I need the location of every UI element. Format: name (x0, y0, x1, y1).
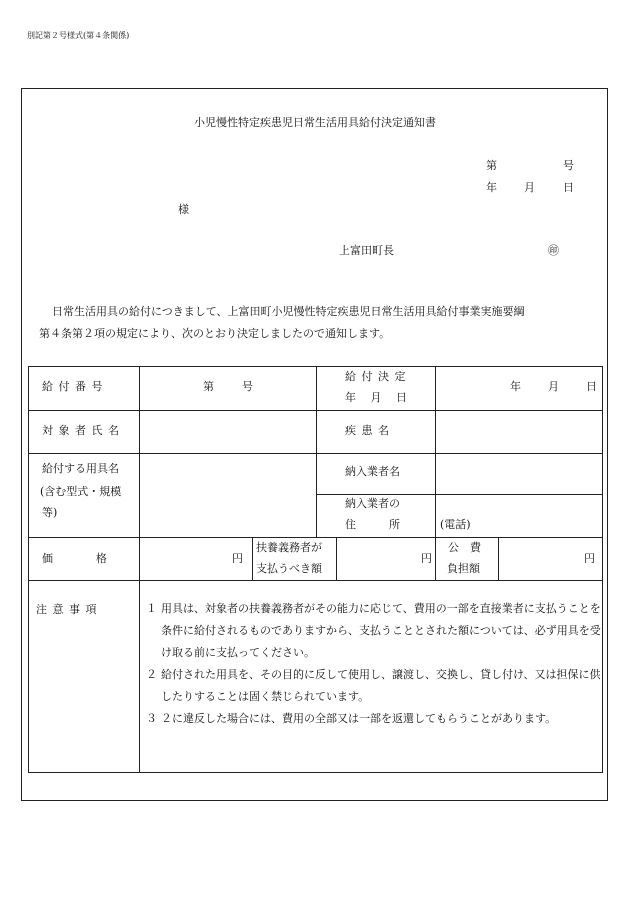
recipient-honorific: 様 (178, 203, 189, 216)
note-number: １ (146, 602, 157, 615)
decision-year: 年 (510, 380, 521, 393)
vendor-address-label-line2: 住 所 (345, 518, 400, 531)
note-item (146, 708, 601, 730)
note-text: 給付された用具を、その目的に反して使用し、譲渡し、交換し、貸し付け、又は担保に供したりすることは固く禁じられています。 (161, 668, 601, 703)
body-line-2: 第４条第２項の規定により、次のとおり決定しましたので通知します。 (39, 327, 391, 340)
document-title: 小児慢性特定疾患児日常生活用具給付決定通知書 (194, 116, 436, 129)
number-suffix: 号 (563, 159, 574, 172)
guardian-pay-label-line2: 支払うべき額 (256, 562, 322, 575)
note-text: ２に違反した場合には、費用の全部又は一部を返還してもらうことがあります。 (161, 712, 557, 725)
equipment-label-line2: (含む型式・規模 (40, 485, 122, 498)
vendor-phone-label: (電話) (440, 518, 471, 531)
price-yen: 円 (232, 552, 243, 565)
price-label (42, 549, 150, 569)
grant-number-suffix: 号 (242, 380, 253, 393)
note-text: 用具は、対象者の扶養義務者がその能力に応じて、費用の一部を直接業者に支払うことを条件に給付されるものでありますから、支払うこととされた額については、必ず用具を受け取る前に支払ってください。 (161, 602, 601, 659)
price-label-text: 価格 (42, 552, 150, 565)
subject-name-label: 対象者氏名 (42, 424, 125, 437)
decision-date-label-line2: 年 月 日 (345, 391, 413, 404)
grant-number-prefix: 第 (203, 380, 214, 393)
vendor-address-label-line1: 納入業者の (345, 497, 400, 510)
issuer-name: 上富田町長 (339, 244, 394, 257)
date-year: 年 (486, 181, 497, 194)
decision-month: 月 (548, 380, 559, 393)
grant-number-label: 給付番号 (42, 380, 108, 393)
note-item (146, 598, 601, 664)
date-day: 日 (563, 181, 574, 194)
body-line-1: 日常生活用具の給付につきまして、上富田町小児慢性特定疾患児日常生活用具給付事業実施要綱 (52, 305, 525, 318)
equipment-label-line1: 給付する用具名 (42, 462, 119, 475)
public-share-label-line1: 公 費 (448, 541, 481, 554)
date-month: 月 (524, 181, 535, 194)
note-number: ３ (146, 712, 157, 725)
public-share-yen: 円 (584, 552, 595, 565)
disease-label: 疾患名 (345, 424, 395, 437)
decision-date-label-line1: 給付決定 (345, 370, 411, 383)
public-share-label-line2: 負担額 (447, 562, 480, 575)
form-number-label: 別記第２号様式(第４条関係) (27, 31, 130, 40)
guardian-pay-yen: 円 (421, 552, 432, 565)
note-number: ２ (146, 668, 157, 681)
guardian-pay-label-line1: 扶養義務者が (256, 541, 322, 554)
seal-mark: ㊞ (548, 244, 559, 257)
decision-day: 日 (586, 380, 597, 393)
number-prefix: 第 (486, 159, 497, 172)
equipment-label-line3: 等) (42, 506, 58, 519)
note-item (146, 664, 601, 708)
notes-list (146, 598, 601, 730)
vendor-name-label: 納入業者名 (345, 465, 400, 478)
notes-label: 注意事項 (36, 603, 102, 616)
